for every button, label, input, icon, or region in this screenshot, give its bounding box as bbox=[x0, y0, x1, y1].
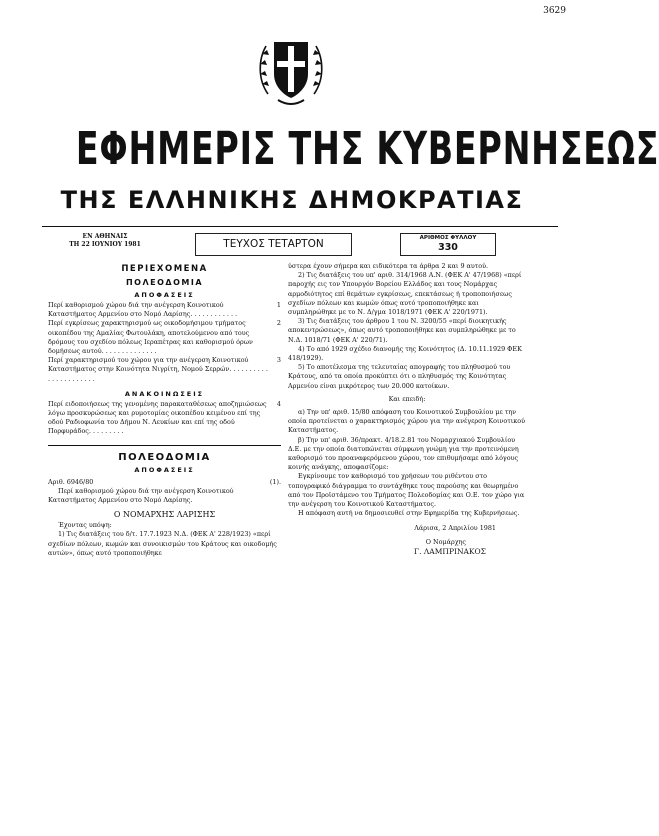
greek-coat-of-arms-icon bbox=[256, 34, 326, 108]
decision-number-row bbox=[48, 478, 281, 487]
signer-title: Ο Νομάρχης bbox=[425, 537, 466, 546]
toc-entry[interactable] bbox=[48, 400, 281, 437]
issue-type-box: ΤΕΥΧΟΣ ΤΕΤΑΡΤΟΝ bbox=[195, 233, 352, 256]
right-paragraph: 4) Το από 1929 σχέδιο διανομής της Κοινότητος (Δ. 10.11.1929 ΦΕΚ 418/1929). bbox=[288, 344, 522, 363]
contents-subsection-decisions: ΑΠΟΦΑΣΕΙΣ bbox=[134, 291, 195, 299]
toc-entry-text: Περί καθορισμού χώρου διά την ανέγερση Κοινοτικού Καταστήματος Αρμενίου στο Νομό Λαρίσης. . . . . . . . . . . . bbox=[48, 301, 238, 319]
contents-heading: ΠΕΡΙΕΧΟΜΕΝΑ bbox=[121, 264, 208, 274]
contents-subsection-announcements: ΑΝΑΚΟΙΝΩΣΕΙΣ bbox=[124, 389, 205, 398]
decision-subject: Περί καθορισμού χώρου διά την ανέγερση Κοινοτικού Καταστήματος Αρμενίου στο Νομό Λαρίσης. bbox=[48, 486, 234, 505]
toc-entry-page: 3 bbox=[276, 356, 281, 365]
decision-subsection: ΑΠΟΦΑΣΕΙΣ bbox=[134, 465, 195, 474]
right-column bbox=[288, 262, 526, 556]
decision-number: Αριθ. 6946/80 bbox=[48, 477, 94, 486]
toc-entry-page: 4 bbox=[276, 399, 281, 408]
left-column bbox=[48, 262, 281, 558]
contents-section-urban: ΠΟΛΕΟΔΟΜΙΑ bbox=[125, 278, 204, 287]
decision-section: ΠΟΛΕΟΔΟΜΙΑ bbox=[118, 451, 211, 463]
toc-entry-page: 2 bbox=[276, 319, 281, 328]
right-paragraph: 3) Τις διατάξεις του άρθρου 1 του Ν. 3200/55 «περί διοικητικής αποκεντρώσεως», όπως αυτό τροποποιήθηκε και συμπληρώθηκε με το Ν.Δ. 1018/71 (ΦΕΚ Α' 220/71). bbox=[288, 317, 516, 344]
toc-entry-page: 1 bbox=[276, 301, 281, 309]
right-paragraph: α) Την υπ' αριθ. 15/80 απόφαση του Κοινοτικού Συμβουλίου με την οποία προτείνεται ο χαρακτηρισμός χώρου για την ανέγερση Κοινοτικού Καταστήματος. bbox=[288, 408, 526, 435]
decision-item-1: 1) Τις διατάξεις του δ/τ. 17.7.1923 Ν.Δ. (ΦΕΚ Α' 228/1923) «περί σχεδίων πόλεων, κωμών και συνοικισμών του Κράτους και οικοδομής αυτών», όπως αυτό τροποποιήθηκε bbox=[48, 530, 277, 557]
right-heading-and-since: Και επειδή: bbox=[388, 394, 426, 403]
signer-name: Γ. ΛΑΜΠΡΙΝΑΚΟΣ bbox=[413, 546, 486, 556]
page-number: 3629 bbox=[543, 6, 566, 16]
gazette-subtitle: ΤΗΣ ΕΛΛΗΝΙΚΗΣ ΔΗΜΟΚΡΑΤΙΑΣ bbox=[60, 186, 524, 214]
right-paragraph: Εγκρίνουμε τον καθορισμό του χρήσεων του ριθέντου στο τοπογραφικό διάγραμμα το συντάχθηκε τους παρούσης και θεωρημένο από τον Προϊστάμενο του Τμήματος Πολεοδομίας και Ο.Ε. τον χώρο για την ανέγερση του Κοινοτικού Καταστήματος. bbox=[288, 472, 525, 509]
right-paragraph: Η απόφαση αυτή να δημοσιευθεί στην Εφημερίδα της Κυβερνήσεως. bbox=[298, 509, 520, 518]
masthead-date: ΤΗ 22 ΙΟΥΝΙΟΥ 1981 bbox=[69, 241, 141, 248]
decision-ref: (1). bbox=[269, 477, 281, 486]
right-paragraph: ύστερα έχουν σήμερα και ειδικότερα τα άρθρα 2 και 9 αυτού. bbox=[288, 262, 489, 270]
sheet-number: 330 bbox=[438, 242, 458, 253]
decision-authority: Ο ΝΟΜΑΡΧΗΣ ΛΑΡΙΣΗΣ bbox=[113, 510, 216, 520]
toc-entry[interactable] bbox=[48, 301, 281, 319]
right-paragraph: 5) Το αποτέλεσμα της τελευταίας απογραφής του πληθυσμού του Κράτους, από τα οποία προκύπτει ότι ο πληθυσμός της Κοινότητας Αρμενίου είναι μικρότερος των 20.000 κατοίκων. bbox=[288, 363, 511, 390]
toc-entry-text: Περί ειδοποιήσεως της γενομένης παρακαταθέσεως αποζημιώσεως λόγω προσκυρώσεως και ρυμοτομίας οικοπέδου κειμένου επί της οδού Ραδιοφωνία του Δήμου Ν. Λευκίων και επί της οδού Πορφυράδος. . . . . . . . . bbox=[48, 399, 267, 436]
signature-date-place: Λάρισα, 2 Απριλίου 1981 bbox=[414, 524, 496, 533]
masthead-place: ΕΝ ΑΘΗΝΑΙΣ bbox=[82, 233, 128, 240]
toc-entry-text: Περί χαρακτηρισμού του χώρου για την ανέγερση Κοινοτικού Καταστήματος στην Κοινότητα Νιγρίτη, Νομού Σερρών. . . . . . . . . . . . . . . . . . . . . . bbox=[48, 356, 268, 383]
sheet-number-label: ΑΡΙΘΜΟΣ ΦΥΛΛΟΥ bbox=[419, 235, 477, 241]
gazette-title: ΕΦΗΜΕΡΙΣ ΤΗΣ ΚΥΒΕΡΝΗΣΕΩΣ bbox=[75, 122, 659, 175]
toc-entry[interactable] bbox=[48, 319, 281, 356]
masthead-top-rule bbox=[42, 226, 558, 227]
right-paragraph: 2) Τις διατάξεις του υπ' αριθ. 314/1968 Α.Ν. (ΦΕΚ Α' 47/1968) «περί παροχής εις τον Υπουργόν Βορείου Ελλάδος και τους Νομάρχας αρμοδιότητος επί θεμάτων εγκρίσεως, επεκτάσεως ή τροποποιήσεως σχεδίων πόλεων και κωμών όπως αυτό τροποποιήθηκε και συμπληρώθηκε με το Ν. Δ/γμα 1018/1971 (ΦΕΚ Α' 220/1971). bbox=[288, 271, 522, 317]
contents-divider bbox=[48, 445, 281, 446]
toc-entry-text: Περί εγκρίσεως χαρακτηρισμού ως οικοδομήσιμου τμήματος οικοπέδου της Αμαλίας Φωτουλάκη, αποτελούμενου από τους δρόμους του σχεδίου πόλεως Ιεραπέτρας και καθορισμού όρων δομήσεως αυτού. . . . . . . . . . . . . . bbox=[48, 319, 253, 356]
masthead-place-date bbox=[60, 233, 150, 249]
toc-entry[interactable] bbox=[48, 356, 281, 384]
decision-having: Έχοντας υπόψη: bbox=[58, 521, 112, 530]
right-paragraph: β) Την υπ' αριθ. 36/πρακτ. 4/18.2.81 του Νομαρχιακού Συμβουλίου Δ.Ε. με την οποία διατυπώνεται σύμφωνη γνώμη για την προτεινόμενη καθορισμό του προαναφερόμενου χώρου, τον επιθυμήσαμε από λόγους κοινής ανάγκης, αποφασίζομε: bbox=[288, 435, 519, 472]
sheet-number-box bbox=[400, 233, 496, 256]
